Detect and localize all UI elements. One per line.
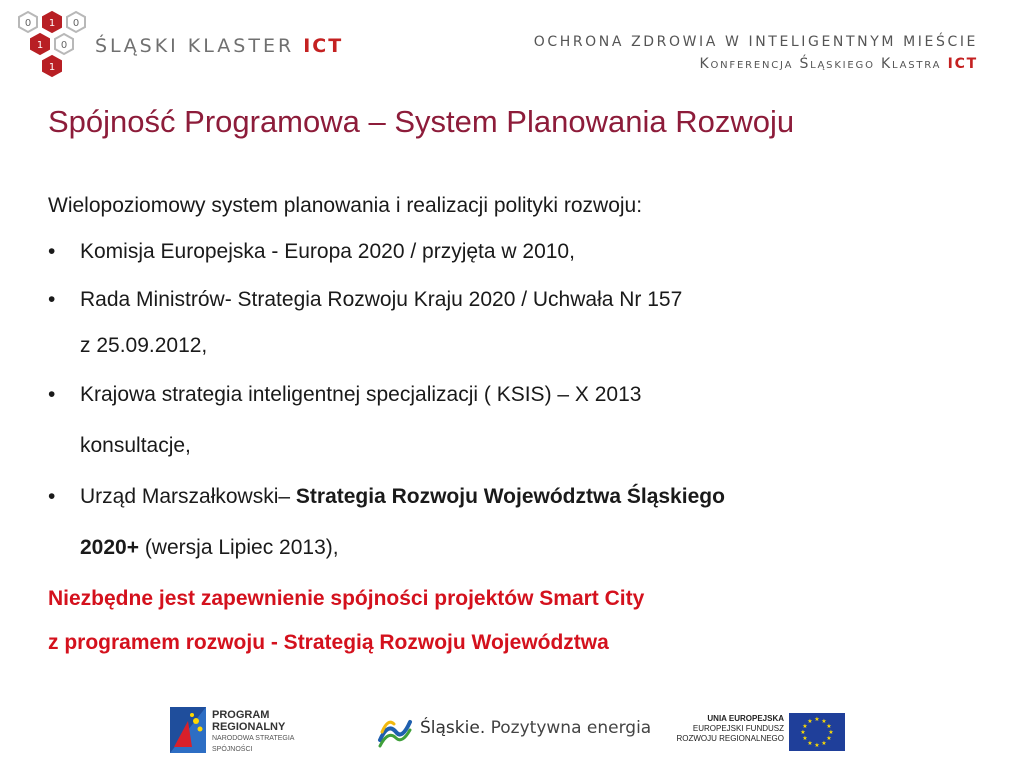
footer-logos: [0, 700, 1024, 760]
bullet-text-4-line2: [80, 522, 978, 573]
svg-text:★: ★: [826, 723, 832, 730]
eu-flag-icon: [789, 713, 845, 751]
bullet-item-3: [48, 369, 978, 471]
logo-digit-5: 0: [60, 40, 68, 51]
bullet-text-4-line1: [80, 471, 978, 522]
bullet-item-1: [48, 226, 978, 277]
program-line3: NARODOWA STRATEGIA SPÓJNOŚCI: [212, 735, 295, 753]
bullet-dot-4: •: [48, 485, 56, 508]
program-line2: REGIONALNY: [212, 721, 286, 733]
svg-text:★: ★: [821, 718, 827, 725]
bullet-dot-2: •: [48, 288, 56, 311]
cluster-logo-hexagons: [14, 8, 104, 92]
slaskie-name: Śląskie.: [420, 718, 486, 738]
bullet-text-4-prefix: Urząd Marszałkowski–: [80, 485, 296, 508]
conference-title-line1: OCHRONA ZDROWIA W INTELIGENTNYM MIEŚCIE: [533, 34, 978, 50]
conference-title-line2: [534, 56, 978, 72]
slaskie-logo: [376, 712, 656, 752]
conference-name: Konferencja Śląskiego Klastra: [699, 56, 942, 72]
bullet-dot-1: •: [48, 240, 56, 263]
bullet-text-4-strategy: Strategia Rozwoju Województwa Śląskiego: [295, 485, 725, 508]
bullet-text-2-line2: z 25.09.2012,: [80, 334, 208, 357]
logo-digit-4: 1: [36, 40, 44, 51]
svg-text:★: ★: [807, 740, 813, 747]
program-regionalny-icon: [170, 707, 206, 753]
program-line1: PROGRAM: [212, 709, 270, 721]
bullet-dot-3: •: [48, 383, 56, 406]
slaskie-text: [420, 718, 651, 738]
svg-text:★: ★: [807, 718, 813, 725]
svg-text:★: ★: [802, 735, 808, 742]
eu-line3: ROZWOJU REGIONALNEGO: [676, 734, 784, 743]
bullet-item-2: [48, 277, 978, 369]
bullet-item-4: [48, 471, 978, 573]
svg-text:★: ★: [821, 740, 827, 747]
logo-digit-2: 1: [48, 18, 56, 29]
svg-text:★: ★: [826, 735, 832, 742]
bullet-text-4-year: 2020+: [80, 536, 139, 559]
slaskie-wave-icon: [376, 714, 414, 748]
cluster-name: [95, 35, 343, 57]
svg-text:★: ★: [828, 729, 834, 736]
cluster-name-accent: ICT: [303, 35, 344, 57]
bullet-text-4-suffix: (wersja Lipiec 2013),: [138, 536, 339, 559]
program-regionalny-logo: [170, 707, 330, 757]
conclusion-line-1: Niezbędne jest zapewnienie spójności projektów Smart City: [48, 587, 645, 610]
conclusion-line-2: z programem rozwoju - Strategią Rozwoju Województwa: [48, 631, 609, 654]
eu-fund-logo: [676, 711, 846, 753]
logo-digit-6: 1: [48, 62, 56, 73]
svg-text:★: ★: [800, 729, 806, 736]
slaskie-tagline: Pozytywna energia: [485, 718, 652, 738]
program-regionalny-text: [212, 709, 330, 755]
bullet-text-3-line2: konsultacje,: [80, 434, 191, 457]
slide-content: [48, 186, 978, 665]
svg-text:★: ★: [814, 742, 820, 749]
bullet-text-2-line1: Rada Ministrów- Strategia Rozwoju Kraju 2020 / Uchwała Nr 157: [80, 288, 683, 311]
bullet-text-3-line1: Krajowa strategia inteligentnej specjalizacji ( KSIS) – X 2013: [80, 383, 642, 406]
logo-digit-1: 0: [24, 18, 32, 29]
logo-digit-3: 0: [72, 18, 80, 29]
bullet-text-1: Komisja Europejska - Europa 2020 / przyjęta w 2010,: [80, 240, 575, 263]
eu-fund-text: [676, 713, 784, 744]
slide-title: Spójność Programowa – System Planowania Rozwoju: [48, 104, 795, 139]
cluster-name-text: ŚLĄSKI KLASTER: [95, 35, 295, 57]
conference-title: [534, 34, 978, 72]
intro-text: Wielopoziomowy system planowania i realizacji polityki rozwoju:: [48, 194, 643, 217]
svg-text:★: ★: [814, 716, 820, 723]
eu-line1: UNIA EUROPEJSKA: [707, 714, 784, 723]
eu-line2: EUROPEJSKI FUNDUSZ: [692, 724, 784, 733]
conference-accent: ICT: [947, 56, 978, 72]
svg-text:★: ★: [802, 723, 808, 730]
